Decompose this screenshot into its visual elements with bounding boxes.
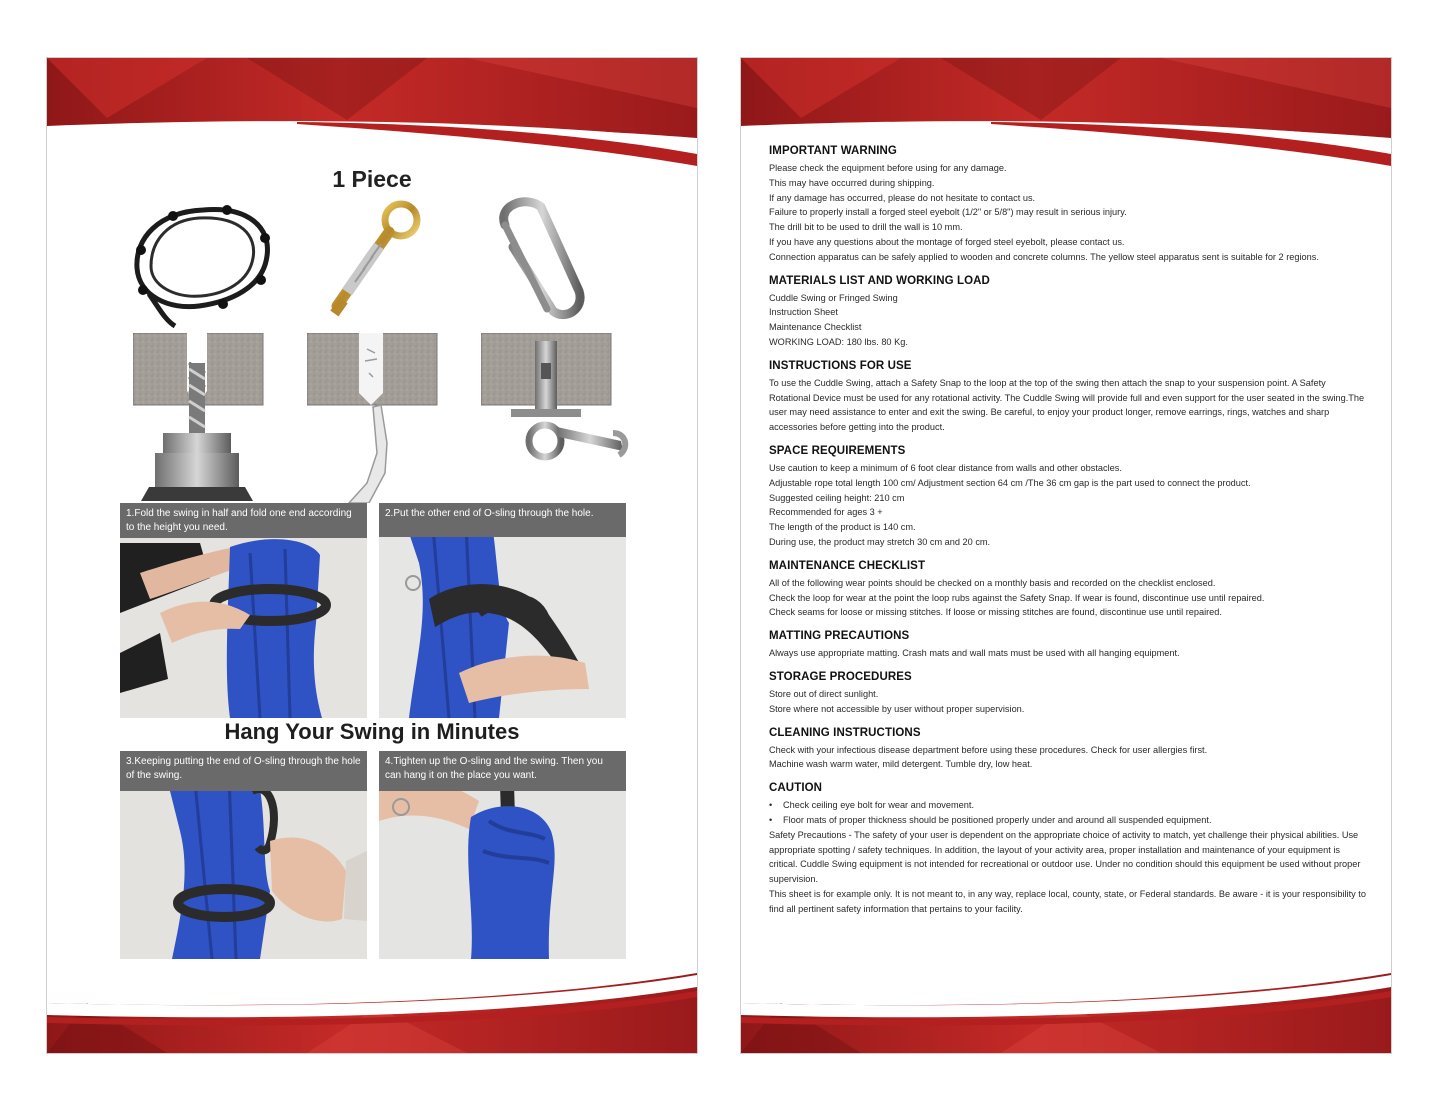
carabiner-icon [487,195,587,325]
caution-bullet: • Check ceiling eye bolt for wear and movement. [769,798,1369,813]
step-photo-3 [120,751,367,959]
section-title: MAINTENANCE CHECKLIST [769,559,926,572]
bolt-wrench-diagram [481,333,629,473]
section-line: Use caution to keep a minimum of 6 foot clear distance from walls and other obstacles. [769,462,1122,473]
section-title: MATERIALS LIST AND WORKING LOAD [769,274,990,287]
section-line: The length of the product is 140 cm. [769,522,916,533]
section-line: WORKING LOAD: 180 lbs. 80 Kg. [769,336,908,347]
section-line: Recommended for ages 3 + [769,507,883,518]
section-cleaning-instructions [769,726,1369,773]
section-title: SPACE REQUIREMENTS [769,444,906,457]
section-title: MATTING PRECAUTIONS [769,630,910,643]
section-matting-precautions [769,629,1369,661]
section-line: Instruction Sheet [769,307,838,318]
section-line: To use the Cuddle Swing, attach a Safety Snap to the loop at the top of the swing then attach the snap to your suspension point. A Safety Rotational Device must be used for any rotational activity. The Cuddle Swing will provide full and even support for the user seated in the swing.The user may need assistance to enter and exit the swing. Be careful, to enjoy your product longer, remove earrings, rings, watches and sharp accessories before getting into the product. [769,377,1365,433]
left-page [46,57,698,1054]
section-line: During use, the product may stretch 30 cm and 20 cm. [769,536,991,547]
bottom-red-banner [741,963,1391,1053]
step-photo-4 [379,751,626,959]
step-caption: 3.Keeping putting the end of O-sling through the hole of the swing. [120,751,367,791]
section-line: Suggested ceiling height: 210 cm [769,492,905,503]
top-red-banner [47,58,697,178]
section-line: Adjustable rope total length 100 cm/ Adjustment section 64 cm /The 36 cm gap is the part used to connect the product. [769,477,1251,488]
section-title: INSTRUCTIONS FOR USE [769,359,912,372]
step-caption: 4.Tighten up the O-sling and the swing. Then you can hang it on the place you want. [379,751,626,791]
section-title: CAUTION [769,782,823,795]
section-line: This may have occurred during shipping. [769,177,935,188]
step-photo-2 [379,503,626,718]
section-storage-procedures [769,670,1369,717]
bottom-red-banner [47,963,697,1053]
piece-title: 1 Piece [332,166,412,192]
section-materials-list [769,274,1369,350]
section-line: Failure to properly install a forged steel eyebolt (1/2" or 5/8") may result in serious injury. [769,207,1127,218]
section-line: Store out of direct sunlight. [769,688,879,699]
section-line: Safety Precautions - The safety of your user is dependent on the appropriate choice of activity to match, yet challenge their physical abilities. Use appropriate spotting / safety techniques. In addition, the layout of your activity area, proper installation and maintenance of your equipment is critical. Cuddle Swing equipment is not intended for recreational or outdoor use. Under no condition should this equipment be used without proper supervision. [769,829,1361,885]
drill-diagram [133,333,265,501]
section-important-warning [769,144,1369,265]
section-title: STORAGE PROCEDURES [769,670,912,683]
hole-diagram [307,333,439,503]
right-page [740,57,1392,1054]
section-line: All of the following wear points should be checked on a monthly basis and recorded on the checklist enclosed. [769,577,1216,588]
section-line: Please check the equipment before using for any damage. [769,163,1007,173]
section-line: Cuddle Swing or Fringed Swing [769,292,898,303]
section-line: The drill bit to be used to drill the wall is 10 mm. [769,222,963,233]
section-line: If any damage has occurred, please do not hesitate to contact us. [769,192,1036,203]
section-line: Check seams for loose or missing stitches. If loose or missing stitches are found, discontinue use until repaired. [769,607,1222,618]
section-line: This sheet is for example only. It is not meant to, in any way, replace local, county, state, or Federal standards. Be aware - it is your responsibility to find all pertinent safety information that pertains to your facility. [769,888,1366,914]
instruction-text [769,144,1369,925]
section-space-requirements [769,444,1369,550]
rope-sling-icon [129,198,277,333]
caution-bullet: • Floor mats of proper thickness should be positioned properly under and around all suspended equipment. [769,813,1369,828]
section-line: Always use appropriate matting. Crash mats and wall mats must be used with all hanging equipment. [769,648,1180,659]
section-caution [769,781,1369,916]
section-title: CLEANING INSTRUCTIONS [769,726,921,739]
section-line: Connection apparatus can be safely applied to wooden and concrete columns. The yellow steel apparatus sent is suitable for 2 regions. [769,251,1319,262]
step-caption: 2.Put the other end of O-sling through the hole. [379,503,626,537]
section-line: Store where not accessible by user without proper supervision. [769,703,1025,714]
eyebolt-icon [317,198,427,323]
step-photo-1 [120,503,367,718]
hang-title: Hang Your Swing in Minutes [224,719,520,744]
section-line: Check the loop for wear at the point the loop rubs against the Safety Snap. If wear is found, discontinue use until repaired. [769,592,1265,603]
section-instructions-for-use [769,359,1369,435]
section-title: IMPORTANT WARNING [769,145,897,157]
step-caption: 1.Fold the swing in half and fold one end according to the height you need. [120,503,367,538]
section-maintenance-checklist [769,559,1369,620]
section-line: Maintenance Checklist [769,322,862,333]
section-line: If you have any questions about the montage of forged steel eyebolt, please contact us. [769,236,1125,247]
section-line: Machine wash warm water, mild detergent. Tumble dry, low heat. [769,759,1033,770]
section-line: Check with your infectious disease department before using these procedures. Check for user allergies first. [769,744,1208,755]
